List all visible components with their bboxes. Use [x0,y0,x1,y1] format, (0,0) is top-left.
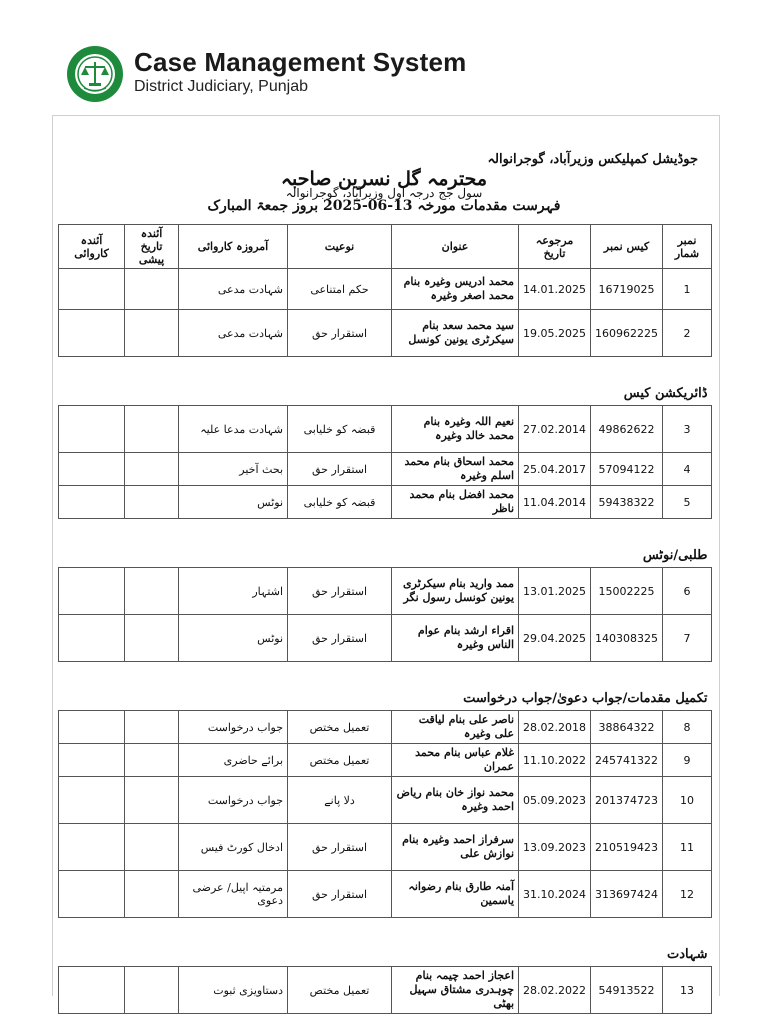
cell-title: اعجاز احمد چیمہ بنام چوہدری مشتاق سہیل بھٹی [392,967,519,1014]
cell-sr: 9 [663,744,712,777]
cell-date: 11.10.2022 [519,744,591,777]
table-row [59,777,712,824]
cell-date: 11.04.2014 [519,486,591,519]
section-heading: تکمیل مقدمات/جواب دعویٰ/جواب درخواست [59,662,712,711]
cell-today: ادخال کورٹ فیس [179,824,288,871]
cell-next-date [125,310,179,357]
cell-sr: 12 [663,871,712,918]
cell-next-proc [59,453,125,486]
cell-title: غلام عباس بنام محمد عمران [392,744,519,777]
cell-next-date [125,486,179,519]
section-heading: شہادت [59,918,712,967]
header-next-date: آئندہ تاریخ پیشی [125,225,179,269]
cell-nature: قبضہ کو خلیابی [288,406,392,453]
cell-today: شہادت مدعا علیہ [179,406,288,453]
cell-nature: استقرار حق [288,871,392,918]
cell-next-proc [59,568,125,615]
cell-today: شہادت مدعی [179,310,288,357]
section-heading: ڈائریکشن کیس [59,357,712,406]
court-complex-label: جوڈیشل کمپلیکس وزیرآباد، گوجرانوالہ [487,152,698,167]
table-row [59,871,712,918]
cell-case-no: 54913522 [591,967,663,1014]
cell-case-no: 201374723 [591,777,663,824]
cell-today: مرمتیہ اپیل/ عرضی دعوی [179,871,288,918]
table-row [59,824,712,871]
table-row [59,486,712,519]
cell-sr: 6 [663,568,712,615]
cell-next-date [125,711,179,744]
cell-next-proc [59,310,125,357]
cell-case-no: 140308325 [591,615,663,662]
cell-case-no: 210519423 [591,824,663,871]
table-row [59,615,712,662]
cell-date: 27.02.2014 [519,406,591,453]
cell-title: محمد افضل بنام محمد ناظر [392,486,519,519]
header-case-no: کیس نمبر [591,225,663,269]
cell-case-no: 38864322 [591,711,663,744]
judge-name: محترمہ گل نسرین صاحبہ [280,168,488,190]
header-nature: نوعیت [288,225,392,269]
cell-title: آمنہ طارق بنام رضوانہ یاسمین [392,871,519,918]
cell-sr: 11 [663,824,712,871]
cell-title: نعیم اللہ وغیرہ بنام محمد خالد وغیرہ [392,406,519,453]
section-heading: طلبی/نوٹس [59,519,712,568]
cell-next-date [125,744,179,777]
cell-today: بحث آخیر [179,453,288,486]
cell-next-proc [59,406,125,453]
cell-next-date [125,406,179,453]
cell-date: 25.04.2017 [519,453,591,486]
cell-date: 29.04.2025 [519,615,591,662]
cell-next-date [125,824,179,871]
app-title: Case Management System [134,47,467,77]
cell-title: ممد وارید بنام سیکرٹری یونین کونسل رسول نگر [392,568,519,615]
table-row [59,744,712,777]
cell-today: جواب درخواست [179,777,288,824]
cell-date: 13.09.2023 [519,824,591,871]
cell-case-no: 57094122 [591,453,663,486]
cell-next-date [125,568,179,615]
cell-title: سید محمد سعد بنام سیکرٹری یونین کونسل [392,310,519,357]
cell-nature: قبضہ کو خلیابی [288,486,392,519]
header-today: آمروزہ کاروائی [179,225,288,269]
cell-title: محمد ادریس وغیرہ بنام محمد اصغر وغیرہ [392,269,519,310]
cell-sr: 2 [663,310,712,357]
cell-sr: 1 [663,269,712,310]
cell-next-date [125,871,179,918]
cell-nature: استقرار حق [288,615,392,662]
table-row [59,269,712,310]
header-next-proc: آئندہ کاروائی [59,225,125,269]
section-heading-row [59,519,712,568]
cell-nature: استقرار حق [288,310,392,357]
cell-date: 31.10.2024 [519,871,591,918]
section-heading-row [59,357,712,406]
table-body [59,269,712,1014]
cell-next-proc [59,615,125,662]
cell-next-proc [59,824,125,871]
cell-case-no: 16719025 [591,269,663,310]
table-row [59,453,712,486]
cell-nature: تعمیل مختص [288,967,392,1014]
cell-case-no: 59438322 [591,486,663,519]
cell-next-date [125,269,179,310]
cell-date: 14.01.2025 [519,269,591,310]
cell-next-proc [59,744,125,777]
cell-case-no: 15002225 [591,568,663,615]
cell-sr: 10 [663,777,712,824]
table-row [59,568,712,615]
cell-sr: 4 [663,453,712,486]
cell-nature: استقرار حق [288,568,392,615]
cell-today: برائے حاضری [179,744,288,777]
cell-next-proc [59,967,125,1014]
cell-title: محمد اسحاق بنام محمد اسلم وغیرہ [392,453,519,486]
cell-today: جواب درخواست [179,711,288,744]
cell-next-date [125,615,179,662]
cell-case-no: 245741322 [591,744,663,777]
header-title: عنوان [392,225,519,269]
cell-nature: دلا پانے [288,777,392,824]
cell-next-proc [59,711,125,744]
cell-today: شہادت مدعی [179,269,288,310]
cell-title: اقراء ارشد بنام عوام الناس وغیرہ [392,615,519,662]
cell-nature: استقرار حق [288,453,392,486]
cell-today: نوٹس [179,615,288,662]
table-row [59,310,712,357]
cell-next-date [125,967,179,1014]
cell-date: 13.01.2025 [519,568,591,615]
cell-nature: تعمیل مختص [288,744,392,777]
table-header-row [59,225,712,269]
app-header [0,0,768,112]
cell-next-proc [59,871,125,918]
cell-sr: 7 [663,615,712,662]
cell-next-date [125,777,179,824]
cell-nature: حکم امتناعی [288,269,392,310]
judiciary-logo-icon [66,45,124,103]
cell-title: محمد نواز خان بنام ریاض احمد وغیرہ [392,777,519,824]
judge-designation: سول جج درجہ اول وزیرآباد، گوجرانوالہ [285,186,483,200]
header-date: مرجوعہ تاریخ [519,225,591,269]
cell-next-proc [59,269,125,310]
header-sr: نمبر شمار [663,225,712,269]
cause-list-title: فہرست مقدمات مورخہ 13-06-2025 بروز جمعۃ المبارک [207,198,561,214]
cell-case-no: 313697424 [591,871,663,918]
cell-sr: 3 [663,406,712,453]
cell-today: اشتہار [179,568,288,615]
cell-today: نوٹس [179,486,288,519]
cell-title: ناصر علی بنام لیاقت علی وغیرہ [392,711,519,744]
cell-date: 19.05.2025 [519,310,591,357]
cell-date: 05.09.2023 [519,777,591,824]
cell-sr: 5 [663,486,712,519]
cell-next-proc [59,486,125,519]
cell-case-no: 160962225 [591,310,663,357]
app-subtitle: District Judiciary, Punjab [134,78,308,95]
table-row [59,967,712,1014]
cell-date: 28.02.2022 [519,967,591,1014]
cell-next-date [125,453,179,486]
cell-date: 28.02.2018 [519,711,591,744]
table-row [59,711,712,744]
cell-next-proc [59,777,125,824]
section-heading-row [59,918,712,967]
cell-sr: 8 [663,711,712,744]
cell-nature: استقرار حق [288,824,392,871]
cause-list-table [58,224,712,1014]
cell-nature: تعمیل مختص [288,711,392,744]
table-row [59,406,712,453]
cell-today: دستاویزی ثبوت [179,967,288,1014]
cell-case-no: 49862622 [591,406,663,453]
section-heading-row [59,662,712,711]
cell-title: سرفراز احمد وغیرہ بنام نوازش علی [392,824,519,871]
cell-sr: 13 [663,967,712,1014]
